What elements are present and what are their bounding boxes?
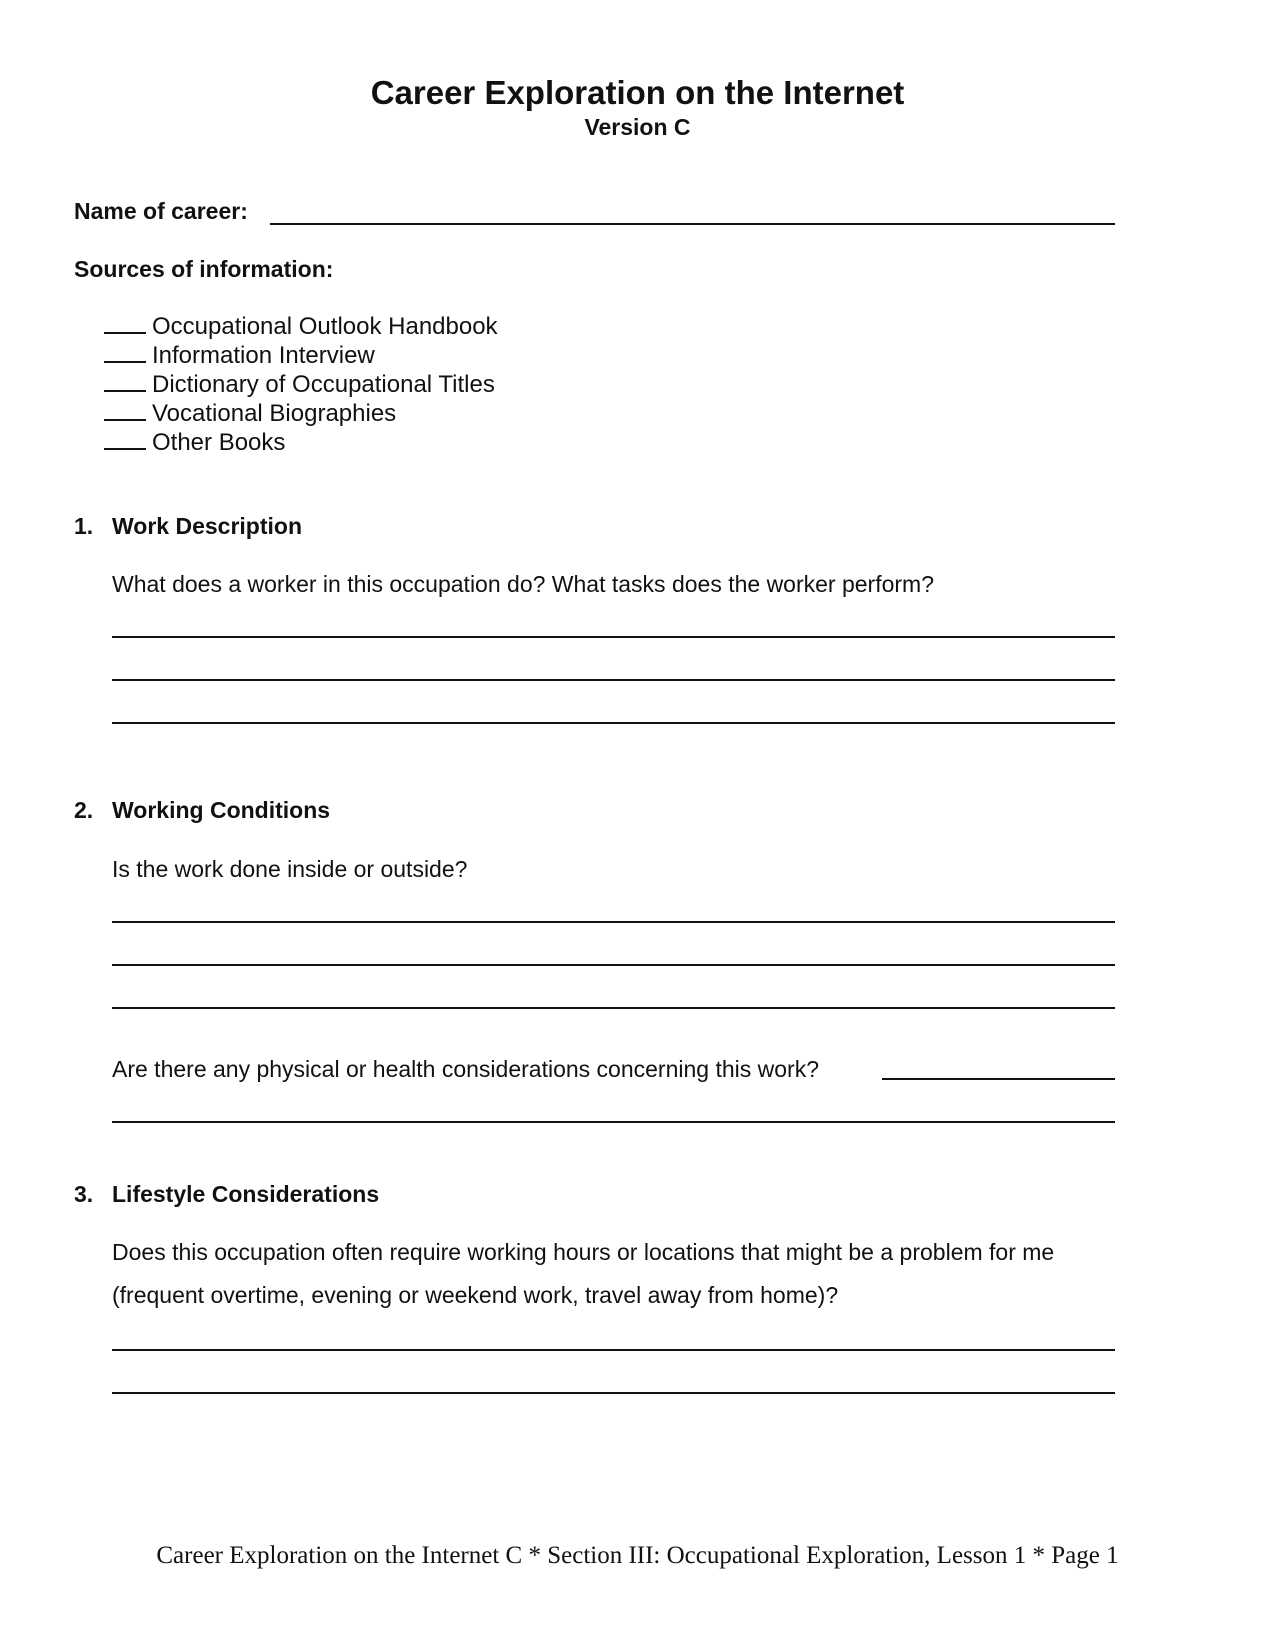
answer-line[interactable] bbox=[112, 679, 1115, 681]
section-2-question: Is the work done inside or outside? bbox=[112, 856, 468, 882]
source-item-label: Information Interview bbox=[152, 342, 375, 369]
section-2-heading: Working Conditions bbox=[112, 797, 331, 823]
section-3-number: 3. bbox=[74, 1181, 94, 1207]
answer-line[interactable] bbox=[112, 921, 1115, 923]
source-item-label: Occupational Outlook Handbook bbox=[152, 313, 498, 340]
page-subtitle: Version C bbox=[584, 114, 691, 140]
source-item-other-books bbox=[104, 428, 285, 457]
source-checkbox-line[interactable] bbox=[104, 341, 146, 363]
source-checkbox-line[interactable] bbox=[104, 370, 146, 392]
section-2-question-2: Are there any physical or health considerations concerning this work? bbox=[112, 1056, 819, 1082]
section-2-number: 2. bbox=[74, 797, 94, 823]
source-item-occupational-outlook-handbook bbox=[104, 312, 498, 341]
source-item-label: Vocational Biographies bbox=[152, 400, 397, 427]
answer-line[interactable] bbox=[112, 636, 1115, 638]
page-footer: Career Exploration on the Internet C * Section III: Occupational Exploration, Lesson 1 * Page 1 bbox=[156, 1542, 1119, 1569]
sources-label: Sources of information: bbox=[74, 256, 334, 282]
answer-line[interactable] bbox=[112, 1349, 1115, 1351]
name-of-career-field[interactable] bbox=[270, 223, 1115, 225]
answer-line[interactable] bbox=[112, 964, 1115, 966]
source-item-label: Other Books bbox=[152, 429, 286, 456]
source-item-label: Dictionary of Occupational Titles bbox=[152, 371, 495, 398]
section-3-question-line-1: Does this occupation often require working hours or locations that might be a problem for me bbox=[112, 1239, 1055, 1265]
answer-line[interactable] bbox=[112, 1007, 1115, 1009]
source-item-information-interview bbox=[104, 341, 375, 370]
section-1-question: What does a worker in this occupation do? What tasks does the worker perform? bbox=[112, 571, 935, 597]
page-title: Career Exploration on the Internet bbox=[370, 74, 905, 111]
source-checkbox-line[interactable] bbox=[104, 399, 146, 421]
source-item-vocational-biographies bbox=[104, 399, 396, 428]
source-checkbox-line[interactable] bbox=[104, 428, 146, 450]
source-checkbox-line[interactable] bbox=[104, 312, 146, 334]
answer-line[interactable] bbox=[112, 722, 1115, 724]
section-1-number: 1. bbox=[74, 513, 94, 539]
section-3-heading: Lifestyle Considerations bbox=[112, 1181, 380, 1207]
answer-line[interactable] bbox=[112, 1121, 1115, 1123]
section-1-heading: Work Description bbox=[112, 513, 302, 539]
section-3-question-line-2: (frequent overtime, evening or weekend work, travel away from home)? bbox=[112, 1282, 839, 1308]
source-item-dictionary-of-occupational-titles bbox=[104, 370, 495, 399]
answer-line[interactable] bbox=[882, 1078, 1115, 1080]
name-of-career-label: Name of career: bbox=[74, 198, 248, 224]
answer-line[interactable] bbox=[112, 1392, 1115, 1394]
